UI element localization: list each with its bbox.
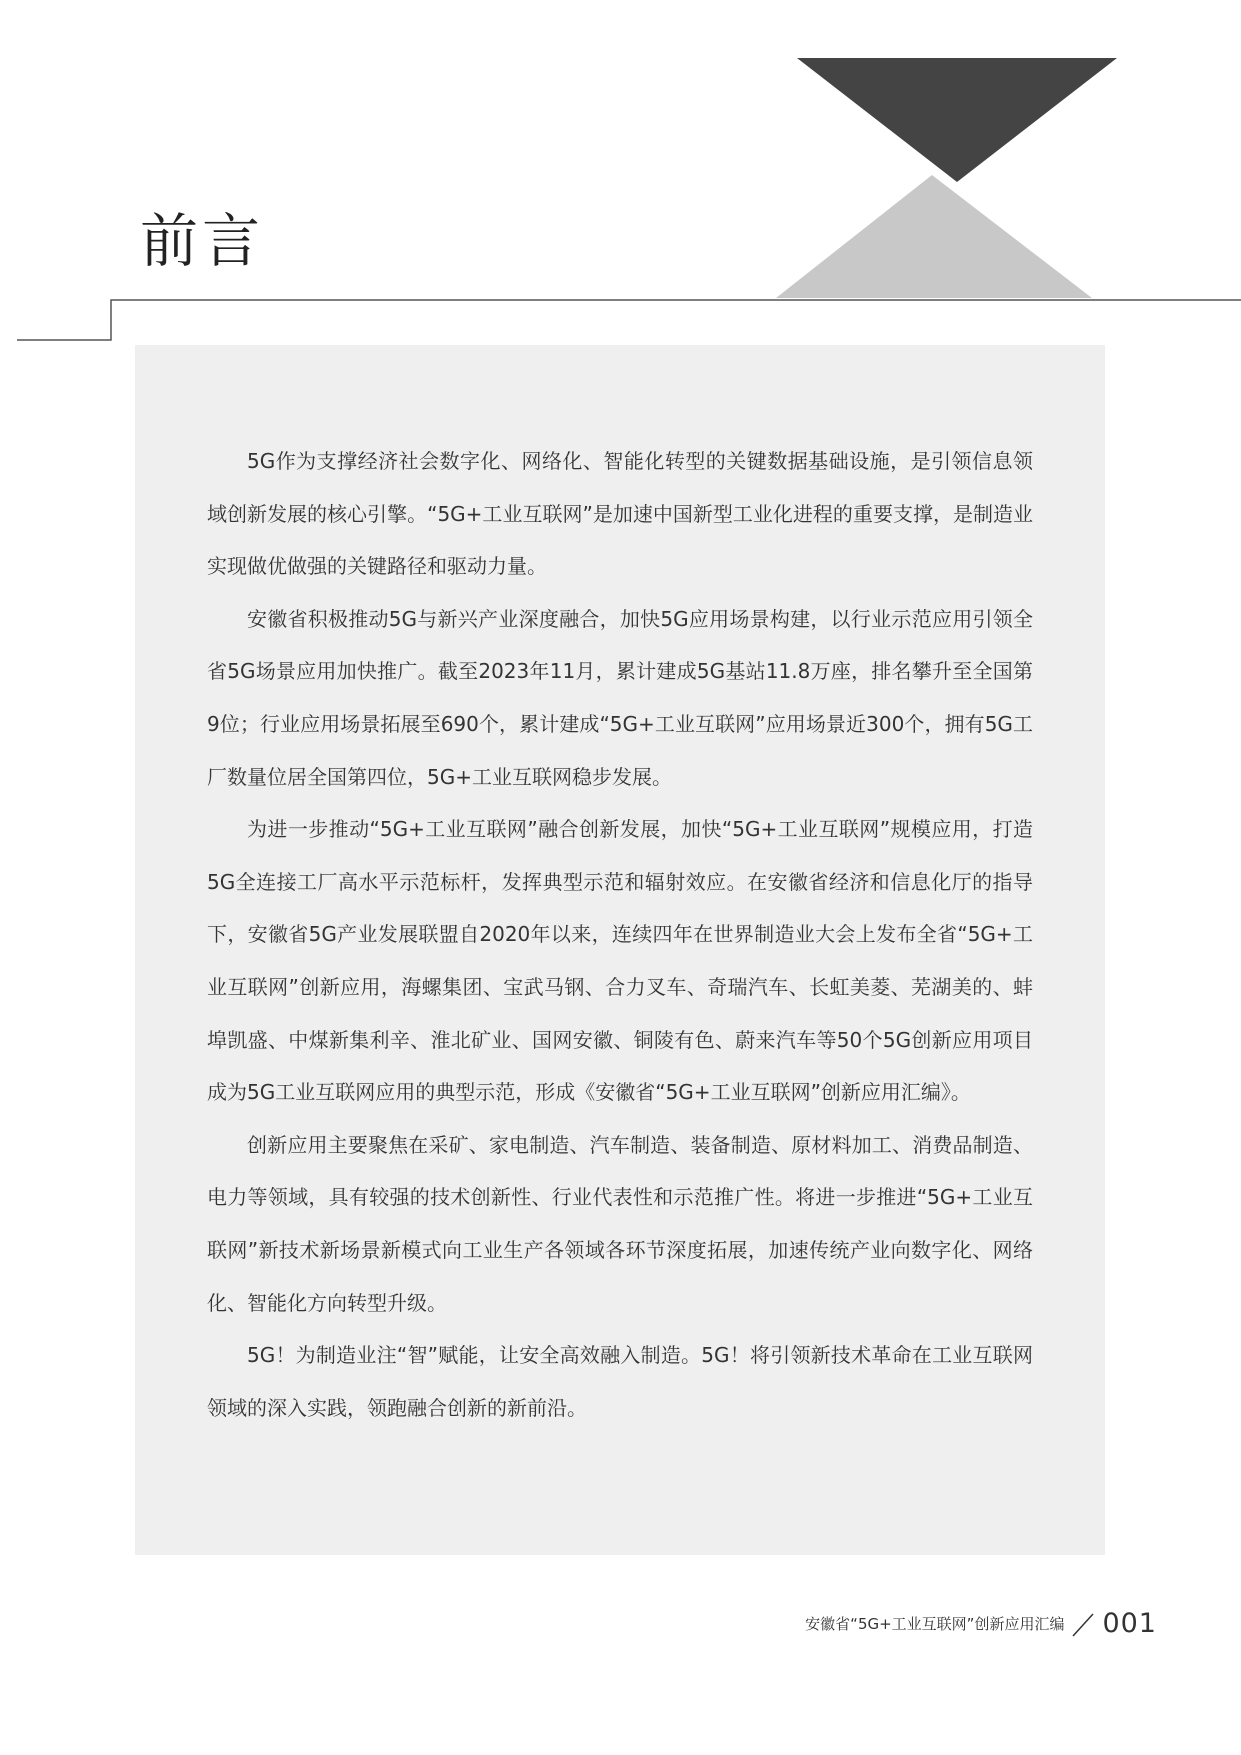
header-rule-line: [17, 300, 1241, 340]
light-chevron-shape: [776, 175, 1092, 298]
page-title: 前言: [140, 207, 265, 275]
footer-title: 安徽省“5G+工业互联网”创新应用汇编: [805, 1615, 1065, 1633]
dark-chevron-shape: [797, 58, 1117, 182]
paragraph-3: 为进一步推动“5G+工业互联网”融合创新发展，加快“5G+工业互联网”规模应用，打造5G全连接工厂高水平示范标杆，发挥典型示范和辐射效应。在安徽省经济和信息化厅的指导下，安徽省5G产业发展联盟自2020年以来，连续四年在世界制造业大会上发布全省“5G+工业互联网”创新应用，海螺集团、宝武马钢、合力叉车、奇瑞汽车、长虹美菱、芜湖美的、蚌埠凯盛、中煤新集利辛、淮北矿业、国网安徽、铜陵有色、蔚来汽车等50个5G创新应用项目成为5G工业互联网应用的典型示范，形成《安徽省“5G+工业互联网”创新应用汇编》。: [207, 817, 1033, 1105]
preface-body: [207, 435, 1033, 1434]
paragraph-1: 5G作为支撑经济社会数字化、网络化、智能化转型的关键数据基础设施，是引领信息领域创新发展的核心引擎。“5G+工业互联网”是加速中国新型工业化进程的重要支撑，是制造业实现做优做强的关键路径和驱动力量。: [207, 449, 1033, 579]
paragraph-5: 5G！为制造业注“智”赋能，让安全高效融入制造。5G！将引领新技术革命在工业互联网领域的深入实践，领跑融合创新的新前沿。: [207, 1343, 1033, 1420]
paragraph-4: 创新应用主要聚焦在采矿、家电制造、汽车制造、装备制造、原材料加工、消费品制造、电力等领域，具有较强的技术创新性、行业代表性和示范推广性。将进一步推进“5G+工业互联网”新技术新场景新模式向工业生产各领域各环节深度拓展，加速传统产业向数字化、网络化、智能化方向转型升级。: [207, 1132, 1033, 1315]
preface-panel: [135, 345, 1105, 1555]
paragraph-2: 安徽省积极推动5G与新兴产业深度融合，加快5G应用场景构建，以行业示范应用引领全省5G场景应用加快推广。截至2023年11月，累计建成5G基站11.8万座，排名攀升至全国第9位；行业应用场景拓展至690个，累计建成“5G+工业互联网”应用场景近300个，拥有5G工厂数量位居全国第四位，5G+工业互联网稳步发展。: [207, 606, 1033, 789]
header-decoration: [0, 0, 1241, 345]
page-number: 001: [1102, 1608, 1157, 1639]
page-footer: [805, 1610, 1157, 1637]
slash-divider-icon: [1070, 1611, 1096, 1637]
